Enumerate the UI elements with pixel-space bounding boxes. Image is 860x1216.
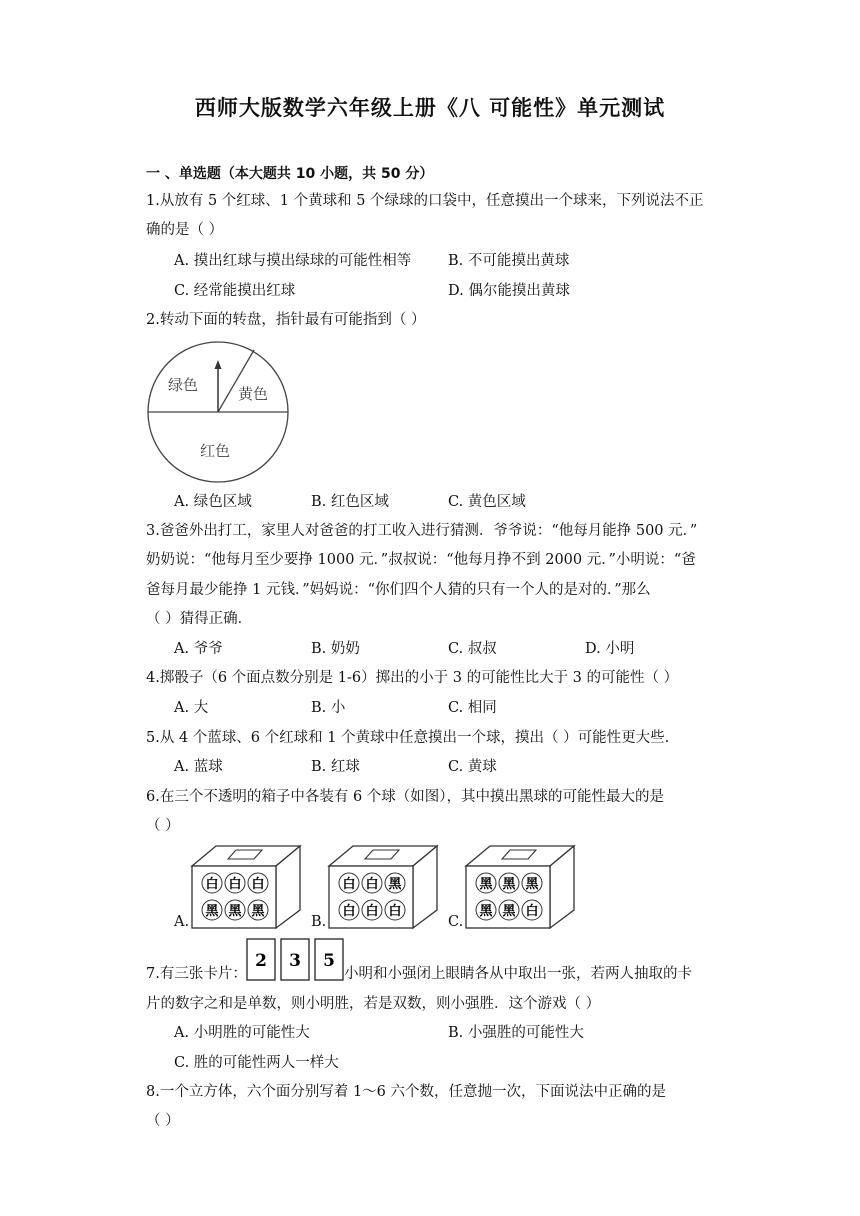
ball-white: 白 xyxy=(525,904,539,919)
ball-black: 黑 xyxy=(479,904,493,919)
spinner-label-red: 红色 xyxy=(200,442,231,460)
q3-stem-line3: 爸每月最少能挣 1 元钱．”妈妈说：“你们四个人猜的只有一个人的是对的．”那么 xyxy=(146,582,651,598)
q3-stem-line4: （ ）猜得正确． xyxy=(146,611,253,627)
q1-stem-line2: 确的是（ ） xyxy=(146,222,224,238)
card-number: 5 xyxy=(323,951,335,971)
q5-stem: 5.从 4 个蓝球、6 个红球和 1 个黄球中任意摸出一个球，摸出（ ）可能性更大些. xyxy=(146,730,670,746)
q6-box-c xyxy=(464,844,576,930)
q6-stem-line2: （ ） xyxy=(146,818,180,834)
ball-black: 黑 xyxy=(388,877,402,892)
q6-option-c[interactable]: C. xyxy=(448,914,464,930)
spinner-label-yellow: 黄色 xyxy=(238,385,269,403)
q2-stem: 2.转动下面的转盘，指针最有可能指到（ ） xyxy=(146,312,426,328)
q7-cards xyxy=(246,938,346,982)
ball-black: 黑 xyxy=(205,904,219,919)
q3-stem-line1: 3.爸爸外出打工，家里人对爸爸的打工收入进行猜测．爷爷说：“他每月能挣 500 元．” xyxy=(146,523,698,539)
q7-stem-line2: 片的数字之和是单数，则小明胜，若是双数，则小强胜．这个游戏（ ） xyxy=(146,996,601,1012)
ball-white: 白 xyxy=(365,877,379,892)
q7-option-a[interactable]: A. 小明胜的可能性大 xyxy=(174,1025,310,1041)
q4-option-a[interactable]: A. 大 xyxy=(174,700,209,716)
q5-option-a[interactable]: A. 蓝球 xyxy=(174,759,223,775)
card-number: 2 xyxy=(255,951,267,971)
q1-option-b[interactable]: B. 不可能摸出黄球 xyxy=(448,253,570,269)
ball-white: 白 xyxy=(388,904,402,919)
ball-white: 白 xyxy=(342,877,356,892)
q1-stem-line1: 1.从放有 5 个红球、1 个黄球和 5 个绿球的口袋中，任意摸出一个球来，下列说法不正 xyxy=(146,193,704,209)
ball-black: 黑 xyxy=(525,877,539,892)
q3-stem-line2: 奶奶说：“他每月至少要挣 1000 元．”叔叔说：“他每月挣不到 2000 元．”小明说：“爸 xyxy=(146,552,696,568)
q4-option-c[interactable]: C. 相同 xyxy=(448,700,497,716)
spinner-label-green: 绿色 xyxy=(168,376,199,394)
q6-stem-line1: 6.在三个不透明的箱子中各装有 6 个球（如图），其中摸出黑球的可能性最大的是 xyxy=(146,789,665,805)
ball-black: 黑 xyxy=(251,904,265,919)
ball-white: 白 xyxy=(365,904,379,919)
q7-stem-prefix: 7.有三张卡片： xyxy=(146,966,247,982)
q2-option-b[interactable]: B. 红色区域 xyxy=(311,494,389,510)
section-heading: 一 、单选题（本大题共 10 小题，共 50 分） xyxy=(146,166,434,182)
q3-option-b[interactable]: B. 奶奶 xyxy=(311,641,360,657)
q1-option-d[interactable]: D. 偶尔能摸出黄球 xyxy=(448,283,570,299)
q8-stem-line1: 8.一个立方体，六个面分别写着 1～6 六个数，任意抛一次，下面说法中正确的是 xyxy=(146,1084,667,1100)
ball-black: 黑 xyxy=(228,904,242,919)
q6-box-a xyxy=(190,844,302,930)
q5-option-b[interactable]: B. 红球 xyxy=(311,759,360,775)
page-title: 西师大版数学六年级上册《八 可能性》单元测试 xyxy=(194,96,666,120)
q2-option-c[interactable]: C. 黄色区域 xyxy=(448,494,526,510)
q1-option-c[interactable]: C. 经常能摸出红球 xyxy=(174,283,296,299)
ball-white: 白 xyxy=(228,877,242,892)
q7-option-b[interactable]: B. 小强胜的可能性大 xyxy=(448,1025,584,1041)
ball-white: 白 xyxy=(342,904,356,919)
q3-option-a[interactable]: A. 爷爷 xyxy=(174,641,223,657)
q1-option-a[interactable]: A. 摸出红球与摸出绿球的可能性相等 xyxy=(174,253,412,269)
q5-option-c[interactable]: C. 黄球 xyxy=(448,759,497,775)
spinner-figure xyxy=(146,338,296,486)
q6-box-b xyxy=(327,844,439,930)
ball-black: 黑 xyxy=(502,877,516,892)
ball-white: 白 xyxy=(251,877,265,892)
q7-stem-line1: 小明和小强闭上眼睛各从中取出一张，若两人抽取的卡 xyxy=(344,966,692,982)
q4-stem: 4.掷骰子（6 个面点数分别是 1-6）掷出的小于 3 的可能性比大于 3 的可能性（ ） xyxy=(146,670,679,686)
ball-black: 黑 xyxy=(479,877,493,892)
q4-option-b[interactable]: B. 小 xyxy=(311,700,346,716)
ball-white: 白 xyxy=(205,877,219,892)
card-number: 3 xyxy=(289,951,301,971)
q6-option-b[interactable]: B. xyxy=(311,914,327,930)
q7-option-c[interactable]: C. 胜的可能性两人一样大 xyxy=(174,1055,339,1071)
ball-black: 黑 xyxy=(502,904,516,919)
q3-option-c[interactable]: C. 叔叔 xyxy=(448,641,497,657)
q2-option-a[interactable]: A. 绿色区域 xyxy=(174,494,252,510)
q8-stem-line2: （ ） xyxy=(146,1113,180,1129)
q6-option-a[interactable]: A. xyxy=(174,914,190,930)
q3-option-d[interactable]: D. 小明 xyxy=(585,641,635,657)
